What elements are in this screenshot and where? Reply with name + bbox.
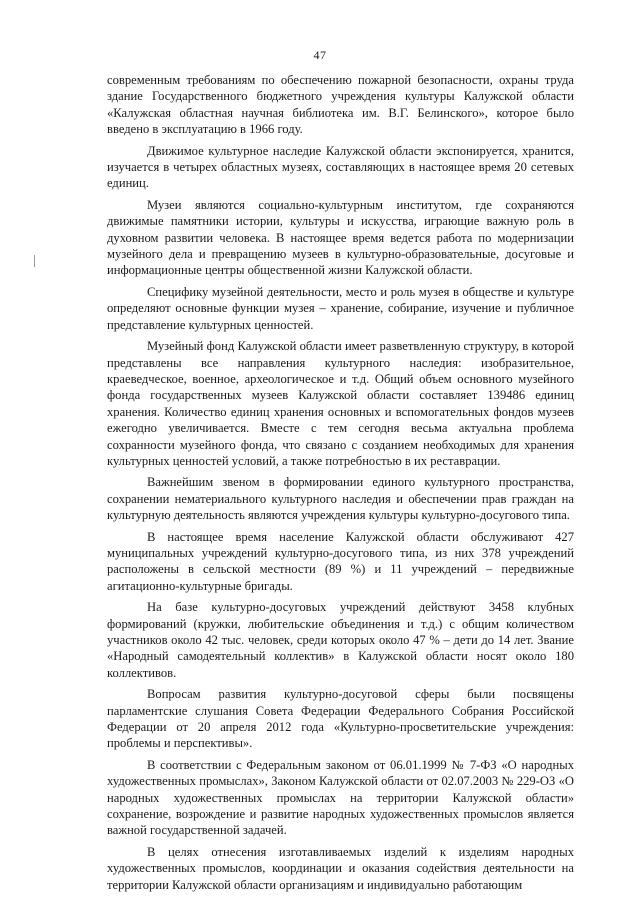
paragraph: В соответствии с Федеральным законом от 06.01.1999 № 7-ФЗ «О народных художественных промыслах», Законом Калужской области от 02.07.2003 № 229-ОЗ «О народных художественных промыслах на территории Калужской области» сохранение, возрождение и развитие народных художественных промыслов является важной государственной задачей.	[107, 757, 574, 838]
paragraph: Специфику музейной деятельности, место и роль музея в обществе и культуре определяют основные функции музея – хранение, собирание, изучение и публичное представление культурных ценностей.	[107, 284, 574, 332]
paragraph-continued: современным требованиям по обеспечению пожарной безопасности, охраны труда здание Государственного бюджетного учреждения культуры Калужской области «Калужская областная научная библиотека им. В.Г. Белинского», которое было введено в эксплуатацию в 1966 году.	[107, 73, 574, 137]
paragraph: Важнейшим звеном в формировании единого культурного пространства, сохранении нематериального культурного наследия и обеспечении прав граждан на культурную деятельность являются учреждения культуры культурно-досугового типа.	[107, 475, 574, 523]
document-body	[107, 72, 574, 898]
page-number: 47	[313, 48, 327, 62]
paragraph: Движимое культурное наследие Калужской области экспонируется, хранится, изучается в четырех областных музеях, составляющих в настоящее время 20 сетевых единиц.	[107, 143, 574, 191]
paragraph: В целях отнесения изготавливаемых изделий к изделиям народных художественных промыслов, координации и оказания содействия деятельности на территории Калужской области организациям и индивидуально работающим	[107, 844, 574, 892]
paragraph: Музейный фонд Калужской области имеет разветвленную структуру, в которой представлены все направления культурного наследия: изобразительное, краеведческое, военное, археологическое и т.д. Общий объем основного музейного фонда государственных музеев Калужской области составляет 139486 единиц хранения. Количество единиц хранения основных и вспомогательных фондов музеев ежегодно увеличивается. Вместе с тем сегодня весьма актуальна проблема сохранности музейного фонда, что связано с созданием необходимых для хранения культурных ценностей условий, а также потребностью в их реставрации.	[107, 339, 574, 468]
paragraph: Музеи являются социально-культурным институтом, где сохраняются движимые памятники истории, культуры и искусства, играющие важную роль в духовном развитии человека. В настоящее время ведется работа по модернизации музейного дела и превращению музеев в культурно-образовательные, досуговые и информационные центры общественной жизни Калужской области.	[107, 197, 574, 278]
margin-mark	[34, 255, 35, 267]
paragraph: Вопросам развития культурно-досуговой сферы были посвящены парламентские слушания Совета Федерации Федерального Собрания Российской Федерации от 20 апреля 2012 года «Культурно-просветительские учреждения: проблемы и перспективы».	[107, 687, 574, 751]
paragraph: В настоящее время население Калужской области обслуживают 427 муниципальных учреждений культурно-досугового типа, из них 378 учреждений расположены в сельской местности (89 %) и 11 учреждений – передвижные агитационно-культурные бригады.	[107, 529, 574, 593]
paragraph: На базе культурно-досуговых учреждений действуют 3458 клубных формирований (кружки, любительские объединения и т.д.) с общим количеством участников около 42 тыс. человек, среди которых около 47 % – дети до 14 лет. Звание «Народный самодеятельный коллектив» в Калужской области носят около 180 коллективов.	[107, 600, 574, 680]
